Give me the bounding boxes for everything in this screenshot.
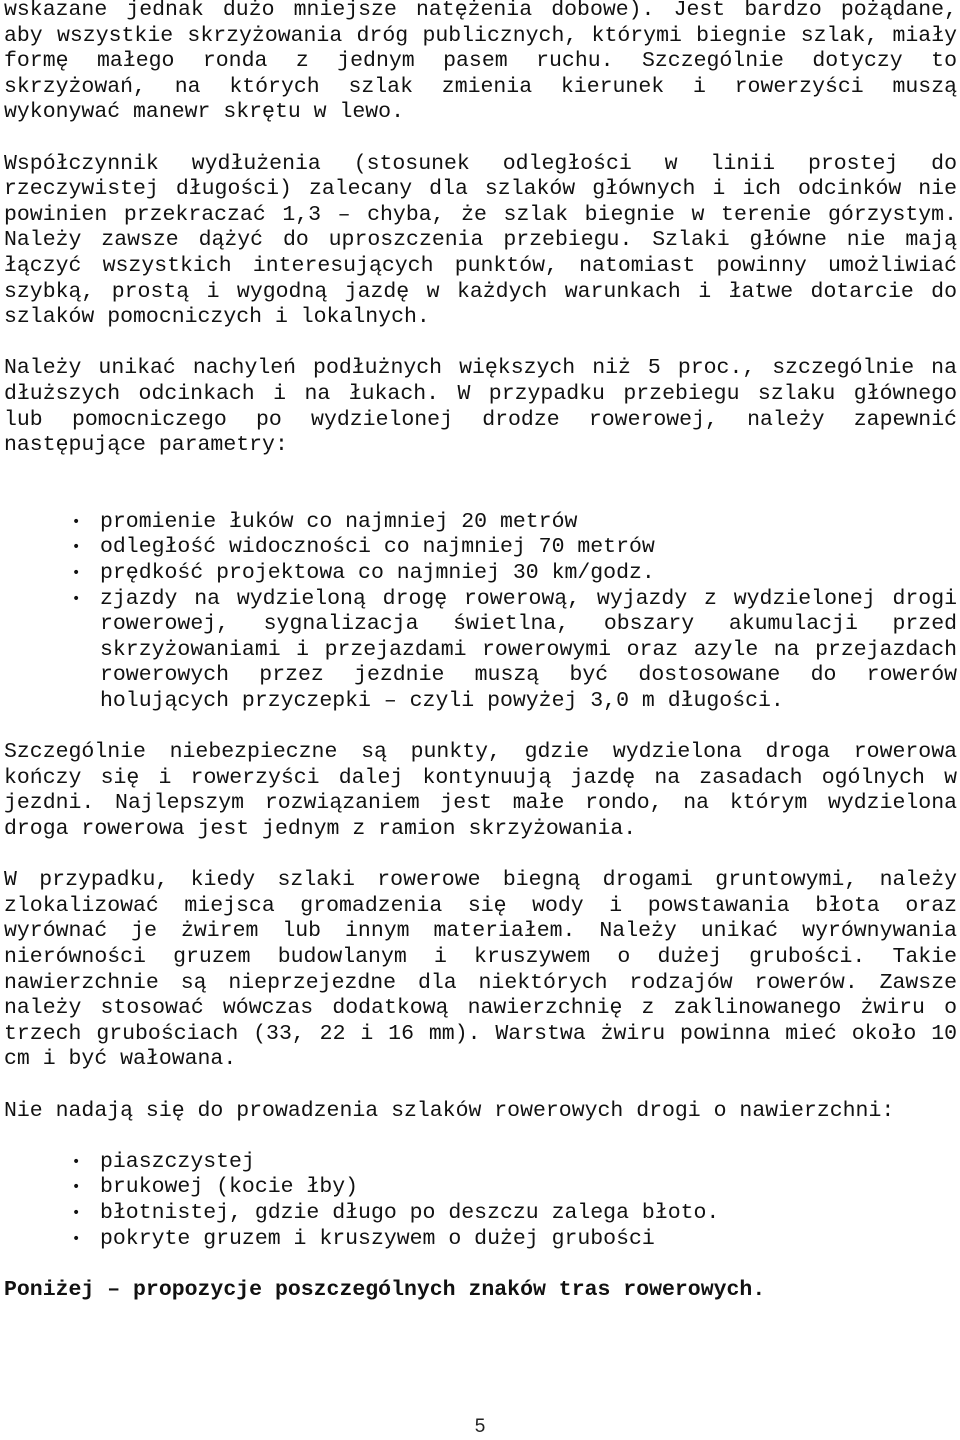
list-item-text: zjazdy na wydzieloną drogę rowerową, wyjazdy z wydzielonej drogi rowerowej, sygnalizacja świetlna, obszary akumulacji przed skrzyżowaniami i przejazdami rowerowymi oraz azyle na przejazdach rowerowych przez jezdnie muszą być dostosowane do rowerów holujących przyczepki – czyli powyżej 3,0 m długości. <box>100 586 957 714</box>
list-item-text: prędkość projektowa co najmniej 30 km/godz. <box>100 561 655 586</box>
paragraph-gradients: Należy unikać nachyleń podłużnych większych niż 5 proc., szczególnie na dłuższych odcinkach i na łukach. W przypadku przebiegu szlaku głównego lub pomocniczego po wydzielonej drodze rowerowej, należy zapewnić następujące parametry: <box>4 356 957 458</box>
paragraph-unsuitable-surfaces: Nie nadają się do prowadzenia szlaków rowerowych drogi o nawierzchni: <box>4 1098 895 1123</box>
list-item <box>4 561 957 587</box>
bullet-icon: • <box>72 590 81 607</box>
surfaces-list <box>4 1150 957 1252</box>
bullet-icon: • <box>72 1179 81 1196</box>
bullet-icon: • <box>72 565 81 582</box>
list-item-text: promienie łuków co najmniej 20 metrów <box>100 509 578 534</box>
bullet-icon: • <box>72 1204 81 1221</box>
paragraph-elongation-factor: Współczynnik wydłużenia (stosunek odległości w linii prostej do rzeczywistej długości) zalecany dla szlaków głównych i ich odcinków nie powinien przekraczać 1,3 – chyba, że szlak biegnie w terenie górzystym. Należy zawsze dążyć do uproszczenia przebiegu. Szlaki główne nie mają łączyć wszystkich interesujących punktów, natomiast powinny umożliwiać szybką, prostą i wygodną jazdę w każdych warunkach i łatwe dotarcie do szlaków pomocniczych i lokalnych. <box>4 151 957 330</box>
closing-heading: Poniżej – propozycje poszczególnych znaków tras rowerowych. <box>4 1277 766 1302</box>
page-number: 5 <box>474 1416 486 1437</box>
list-item <box>4 1150 957 1176</box>
paragraph-intersections: wskazane jednak dużo mniejsze natężenia dobowe). Jest bardzo pożądane, aby wszystkie skrzyżowania dróg publicznych, którymi biegnie szlak, miały formę małego ronda z jednym pasem ruchu. Szczególnie dotyczy to skrzyżowań, na których szlak zmienia kierunek i rowerzyści muszą wykonywać manewr skrętu w lewo. <box>4 0 957 125</box>
paragraph-dirt-roads: W przypadku, kiedy szlaki rowerowe biegną drogami gruntowymi, należy zlokalizować miejsca gromadzenia się wody i powstawania błota oraz wyrównać je żwirem lub innym materiałem. Należy unikać wyrównywania nierówności gruzem budowlanym i kruszywem o dużej grubości. Takie nawierzchnie są nieprzejezdne dla niektórych rodzajów rowerów. Zawsze należy stosować wówczas dodatkową nawierzchnię z zaklinowanego żwiru o trzech grubościach (33, 22 i 16 mm). Warstwa żwiru powinna mieć około 10 cm i być wałowana. <box>4 868 957 1072</box>
list-item <box>4 1175 957 1201</box>
bullet-icon: • <box>72 539 81 556</box>
paragraph-dangerous-points: Szczególnie niebezpieczne są punkty, gdzie wydzielona droga rowerowa kończy się i rowerzyści dalej kontynuują jazdę na zasadach ogólnych w jezdni. Najlepszym rozwiązaniem jest małe rondo, na którym wydzielona droga rowerowa jest jednym z ramion skrzyżowania. <box>4 740 957 841</box>
list-item <box>4 1227 957 1253</box>
list-item-text: błotnistej, gdzie długo po deszczu zalega błoto. <box>100 1200 720 1225</box>
bullet-icon: • <box>72 1153 81 1170</box>
parameters-list <box>4 510 957 715</box>
list-item-text: pokryte gruzem i kruszywem o dużej grubości <box>100 1226 655 1251</box>
list-item <box>4 510 957 536</box>
list-item-text: odległość widoczności co najmniej 70 metrów <box>100 535 655 560</box>
list-item <box>4 587 957 715</box>
document-page <box>4 0 957 1303</box>
list-item <box>4 1201 957 1227</box>
bullet-icon: • <box>72 1230 81 1247</box>
list-item <box>4 535 957 561</box>
bullet-icon: • <box>72 513 81 530</box>
list-item-text: piaszczystej <box>100 1149 255 1174</box>
list-item-text: brukowej (kocie łby) <box>100 1175 359 1200</box>
